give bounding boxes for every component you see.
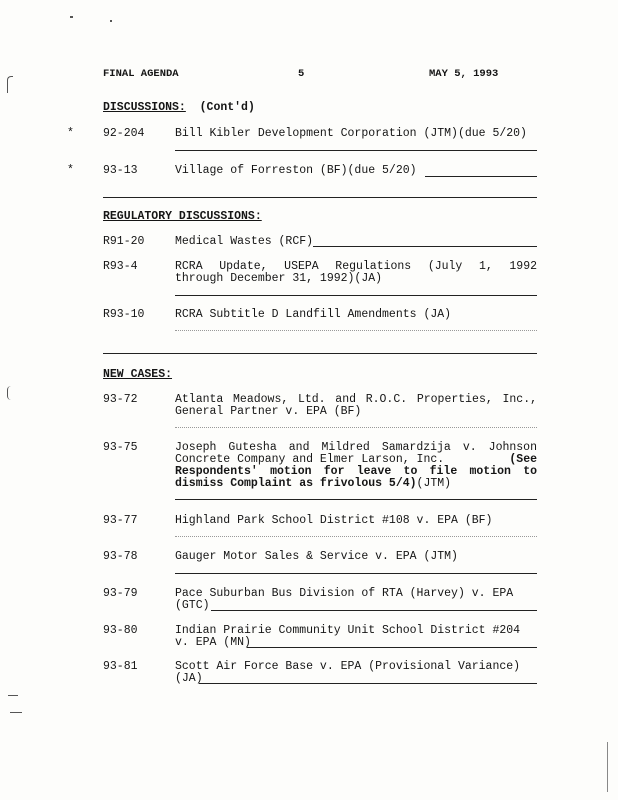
priority-mark: *: [67, 164, 74, 177]
entry-line: [313, 246, 537, 247]
priority-mark: *: [67, 127, 74, 140]
item-number: 93-13: [103, 164, 138, 177]
case-number: 93-79: [103, 587, 138, 600]
entry-line: [175, 150, 537, 151]
case-title-line: v. EPA (MN): [175, 636, 251, 649]
case-number: 93-78: [103, 550, 138, 563]
entry-line: [175, 536, 537, 537]
case-number: 93-81: [103, 660, 138, 673]
discussions-heading-row: [103, 102, 255, 114]
entry-line: [211, 610, 537, 611]
item-title: Bill Kibler Development Corporation (JTM)(due 5/20): [175, 127, 527, 140]
regulatory-heading: REGULATORY DISCUSSIONS:: [103, 210, 262, 223]
entry-line: [175, 499, 537, 500]
item-number: 92-204: [103, 127, 145, 140]
scan-mark: [7, 386, 12, 400]
item-title: Village of Forreston (BF)(due 5/20): [175, 164, 417, 177]
new-cases-heading: NEW CASES:: [103, 368, 173, 381]
case-title-line: Indian Prairie Community Unit School District #204: [175, 624, 521, 637]
item-title-line: through December 31, 1992)(JA): [175, 272, 383, 285]
scan-mark: [7, 76, 13, 93]
case-title: Gauger Motor Sales & Service v. EPA (JTM): [175, 550, 458, 563]
section-divider: [103, 197, 537, 198]
case-title-line: Scott Air Force Base v. EPA (Provisional Variance): [175, 660, 521, 673]
item-number: R93-4: [103, 260, 138, 273]
item-title-line: RCRA Update, USEPA Regulations (July 1, 1992: [175, 260, 537, 273]
section-divider: [103, 353, 537, 354]
page-number: 5: [298, 68, 305, 80]
entry-line: [175, 573, 537, 574]
item-title: Medical Wastes (RCF): [175, 235, 314, 248]
item-number: R91-20: [103, 235, 145, 248]
case-title-line: [175, 478, 537, 490]
case-title-line: General Partner v. EPA (BF): [175, 405, 362, 418]
case-note: Respondents' motion for leave to file motion to: [175, 465, 537, 478]
agenda-date: MAY 5, 1993: [429, 68, 499, 80]
case-note: (See: [509, 453, 537, 466]
entry-line: [175, 427, 537, 428]
entry-line: [199, 683, 537, 684]
case-assignee: (JTM): [416, 477, 452, 490]
case-number: 93-75: [103, 441, 138, 454]
item-title: RCRA Subtitle D Landfill Amendments (JA): [175, 308, 452, 321]
entry-line: [425, 176, 537, 177]
discussions-contd: (Cont'd): [199, 101, 255, 114]
case-number: 93-72: [103, 393, 138, 406]
case-note: dismiss Complaint as frivolous 5/4): [175, 477, 417, 490]
case-title: Highland Park School District #108 v. EPA (BF): [175, 514, 493, 527]
entry-line: [175, 330, 537, 331]
item-number: R93-10: [103, 308, 145, 321]
case-number: 93-77: [103, 514, 138, 527]
entry-line: [175, 295, 537, 296]
case-number: 93-80: [103, 624, 138, 637]
case-title-line: Joseph Gutesha and Mildred Samardzija v. Johnson: [175, 441, 537, 454]
case-title-line: Pace Suburban Bus Division of RTA (Harvey) v. EPA: [175, 587, 514, 600]
case-title-text: Concrete Company and Elmer Larson, Inc.: [175, 453, 445, 466]
discussions-heading: DISCUSSIONS:: [103, 101, 186, 114]
case-title-line: Atlanta Meadows, Ltd. and R.O.C. Properties, Inc.,: [175, 393, 537, 406]
entry-line: [247, 647, 537, 648]
agenda-title: FINAL AGENDA: [103, 68, 179, 80]
case-title-line: (JA): [175, 672, 203, 685]
case-title-line: (GTC): [175, 599, 210, 612]
